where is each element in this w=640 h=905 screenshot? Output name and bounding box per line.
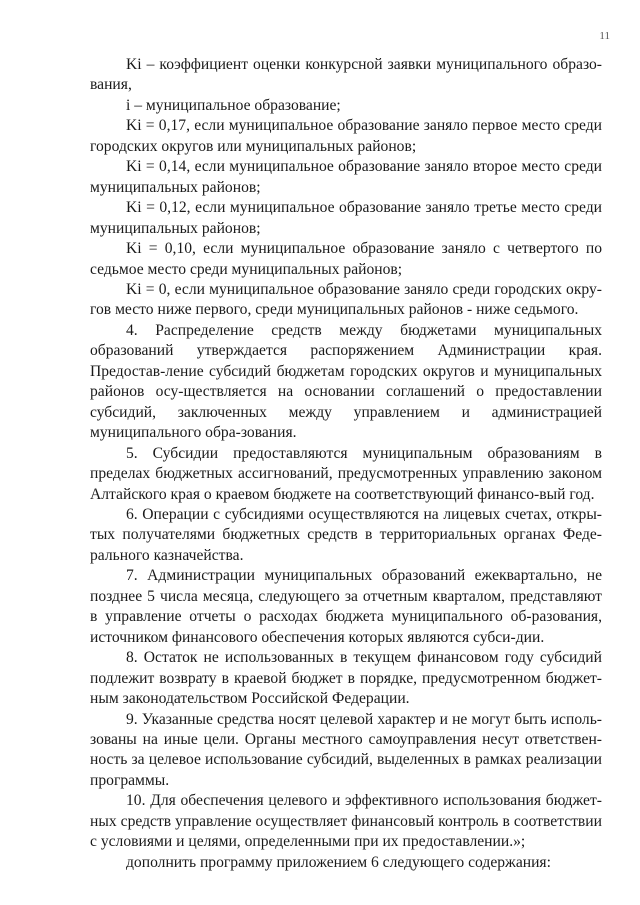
paragraph-ki-014: Ki = 0,14, если муниципальное образование заняло второе место среди муниципальных районов; <box>90 158 602 196</box>
paragraph-ki-017: Ki = 0,17, если муниципальное образование заняло первое место среди городских округов или муниципальных районов; <box>90 117 602 155</box>
paragraph-ki-012: Ki = 0,12, если муниципальное образование заняло третье место среди муниципальных районов; <box>90 199 602 237</box>
paragraph-item-7: 7. Администрации муниципальных образований ежеквартально, не позднее 5 числа месяца, следующего за отчетным кварталом, представляют в управление отчеты о расходах бюджета муниципального об-разования, источником финансового обеспечения которых являются субси-дии. <box>90 567 602 646</box>
paragraph-appendix-note: дополнить программу приложением 6 следующего содержания: <box>126 853 551 871</box>
document-body <box>90 55 602 873</box>
paragraph-item-5: 5. Субсидии предоставляются муниципальным образованиям в пределах бюджетных ассигнований, предусмотренных управлению законом Алтайского края о краевом бюджете на соответствующий финансо-вый год. <box>90 444 602 503</box>
paragraph-item-6: 6. Операции с субсидиями осуществляются на лицевых счетах, откры-тых получателями бюджетных средств в территориальных органах Феде-рального казначейства. <box>90 505 602 564</box>
paragraph-item-9: 9. Указанные средства носят целевой характер и не могут быть исполь-зованы на иные цели. Органы местного самоуправления несут ответствен-ность за целевое использование субсидий, выделенных в рамках реализации программы. <box>90 710 602 789</box>
paragraph-item-4: 4. Распределение средств между бюджетами муниципальных образований утверждается распоряжением Администрации края. Предостав-ление субсидий бюджетам городских округов и муниципальных районов осу-ществляется на основании соглашений о предоставлении субсидий, заключенных между управлением и администрацией муниципального обра-зования. <box>90 321 602 442</box>
paragraph-ki-010: Ki = 0,10, если муниципальное образование заняло с четвертого по седьмое место среди муниципальных районов; <box>90 240 602 278</box>
paragraph-i-definition: i – муниципальное образование; <box>126 96 341 114</box>
page-number: 11 <box>599 30 610 42</box>
paragraph-item-8: 8. Остаток не использованных в текущем финансовом году субсидий подлежит возврату в краевой бюджет в порядке, предусмотренном бюджет-ным законодательством Российской Федерации. <box>90 649 602 708</box>
paragraph-ki-definition: Ki – коэффициент оценки конкурсной заявки муниципального образо-вания, <box>90 56 602 94</box>
paragraph-ki-0: Ki = 0, если муниципальное образование заняло среди городских окру-гов место ниже первого, среди муниципальных районов - ниже седьмого. <box>90 280 602 319</box>
paragraph-item-10: 10. Для обеспечения целевого и эффективного использования бюджет-ных средств управление осуществляет финансовый контроль в соответствии с условиями и целями, определенными при их предоставлении.»; <box>90 792 602 851</box>
